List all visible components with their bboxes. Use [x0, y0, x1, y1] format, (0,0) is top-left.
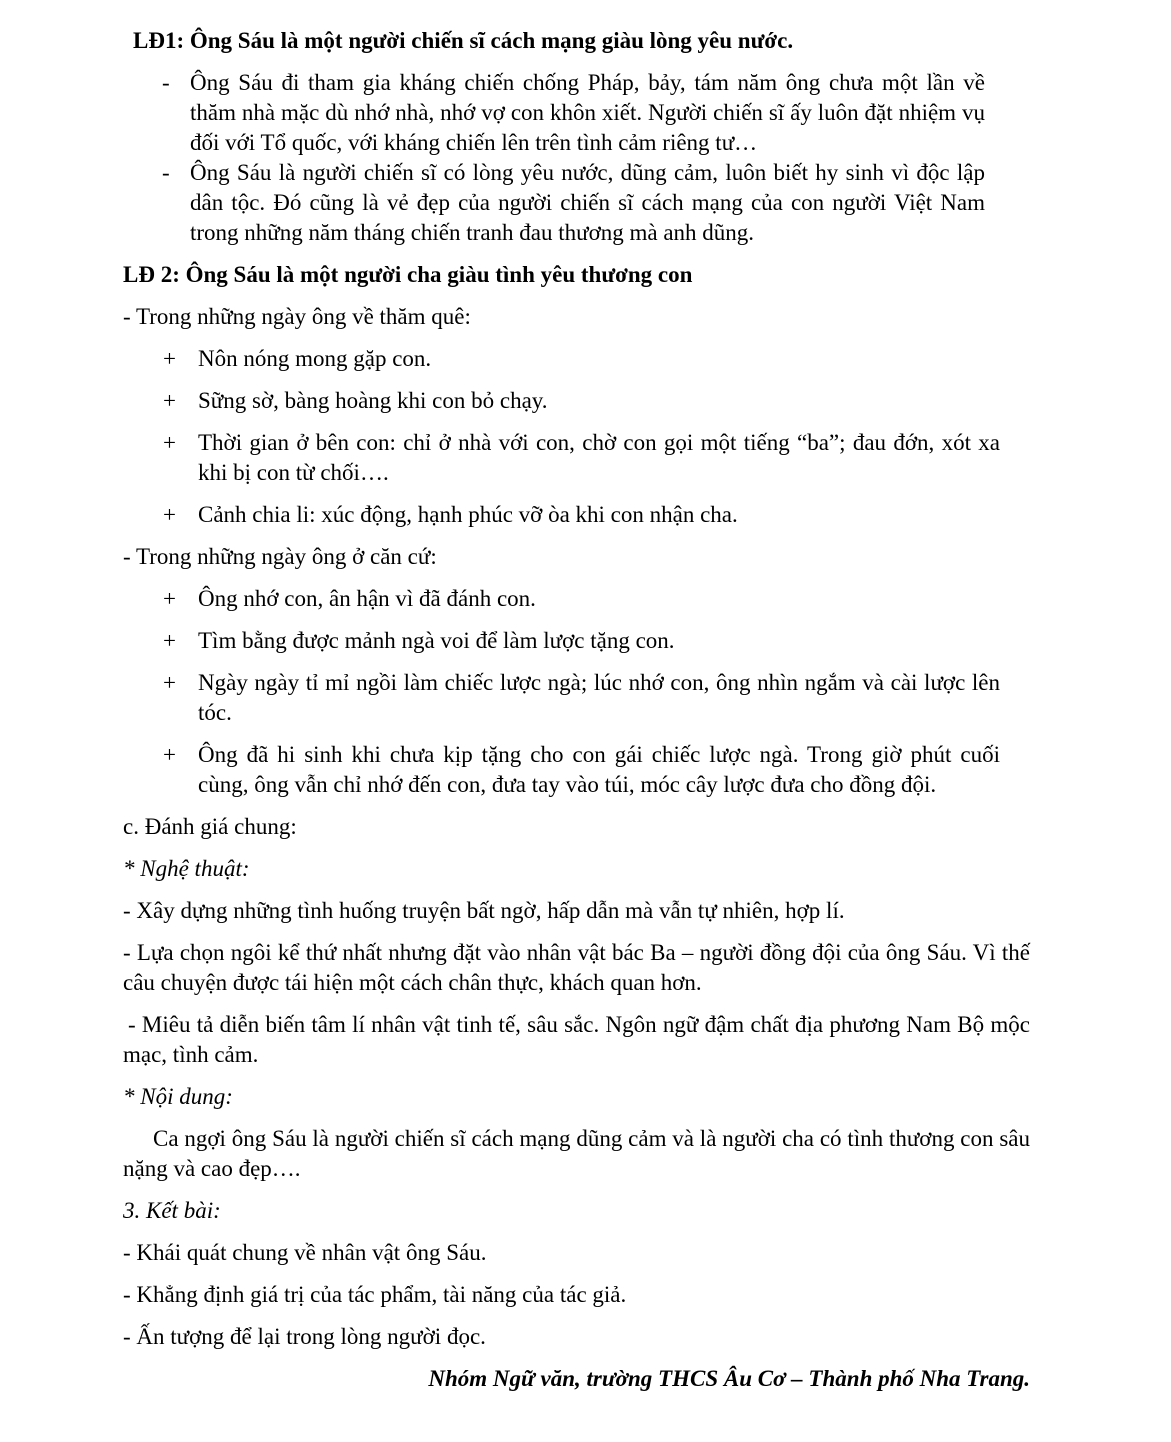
- list-item-text: Ông nhớ con, ân hận vì đã đánh con.: [198, 586, 536, 611]
- list-item: [123, 668, 1000, 728]
- plus-bullet: +: [163, 742, 176, 767]
- plus-bullet: +: [163, 430, 176, 455]
- content-heading: * Nội dung:: [123, 1084, 233, 1109]
- content-summary: Ca ngợi ông Sáu là người chiến sĩ cách mạng dũng cảm và là người cha có tình thương con sâu nặng và cao đẹp….: [123, 1126, 1030, 1181]
- art-point: - Xây dựng những tình huống truyện bất ngờ, hấp dẫn mà vẫn tự nhiên, hợp lí.: [123, 898, 845, 923]
- list-item: [123, 386, 1000, 416]
- author-credit: Nhóm Ngữ văn, trường THCS Âu Cơ – Thành phố Nha Trang.: [428, 1366, 1030, 1391]
- list-item: [123, 158, 985, 248]
- list-item-text: Cảnh chia li: xúc động, hạnh phúc vỡ òa khi con nhận cha.: [198, 502, 738, 527]
- plus-bullet: +: [163, 388, 176, 413]
- list-item: [123, 428, 1000, 488]
- conclusion-point: - Ấn tượng để lại trong lòng người đọc.: [123, 1324, 486, 1349]
- conclusion-point: - Khái quát chung về nhân vật ông Sáu.: [123, 1240, 487, 1265]
- base-camp-intro: - Trong những ngày ông ở căn cứ:: [123, 544, 437, 569]
- list-item-text: Ông Sáu đi tham gia kháng chiến chống Pháp, bảy, tám năm ông chưa một lần về thăm nhà mặc dù nhớ nhà, nhớ vợ con khôn xiết. Người chiến sĩ ấy luôn đặt nhiệm vụ đối với Tổ quốc, với kháng chiến lên trên tình cảm riêng tư…: [190, 70, 985, 155]
- list-item-text: Nôn nóng mong gặp con.: [198, 346, 432, 371]
- conclusion-heading: 3. Kết bài:: [123, 1198, 221, 1223]
- ld1-points-list: [123, 68, 1030, 248]
- art-heading: * Nghệ thuật:: [123, 856, 250, 881]
- list-item: [123, 626, 1000, 656]
- list-item-text: Ông đã hi sinh khi chưa kịp tặng cho con gái chiếc lược ngà. Trong giờ phút cuối cùng, ông vẫn chỉ nhớ đến con, đưa tay vào túi, móc cây lược đưa cho đồng đội.: [198, 742, 1000, 797]
- section-heading-ld1: LĐ1: Ông Sáu là một người chiến sĩ cách mạng giàu lòng yêu nước.: [133, 28, 794, 53]
- plus-bullet: +: [163, 346, 176, 371]
- list-item: [123, 584, 1000, 614]
- base-camp-points-list: [123, 584, 1030, 800]
- art-point: - Miêu tả diễn biến tâm lí nhân vật tinh tế, sâu sắc. Ngôn ngữ đậm chất địa phương Nam Bộ mộc mạc, tình cảm.: [123, 1012, 1030, 1067]
- list-item: [123, 68, 985, 158]
- dash-bullet: -: [162, 70, 170, 95]
- list-item-text: Ngày ngày tỉ mỉ ngồi làm chiếc lược ngà; lúc nhớ con, ông nhìn ngắm và cài lược lên tóc.: [198, 670, 1000, 725]
- list-item-text: Sững sờ, bàng hoàng khi con bỏ chạy.: [198, 388, 548, 413]
- dash-bullet: -: [162, 160, 170, 185]
- list-item-text: Tìm bằng được mảnh ngà voi để làm lược tặng con.: [198, 628, 675, 653]
- home-visit-points-list: [123, 344, 1030, 530]
- list-item: [123, 344, 1000, 374]
- plus-bullet: +: [163, 502, 176, 527]
- list-item: [123, 500, 1000, 530]
- art-point: - Lựa chọn ngôi kể thứ nhất nhưng đặt vào nhân vật bác Ba – người đồng đội của ông Sáu. Vì thế câu chuyện được tái hiện một cách chân thực, khách quan hơn.: [123, 940, 1030, 995]
- list-item: [123, 740, 1000, 800]
- list-item-text: Ông Sáu là người chiến sĩ có lòng yêu nước, dũng cảm, luôn biết hy sinh vì độc lập dân tộc. Đó cũng là vẻ đẹp của người chiến sĩ cách mạng của con người Việt Nam trong những năm tháng chiến tranh đau thương mà anh dũng.: [190, 160, 985, 245]
- evaluation-heading: c. Đánh giá chung:: [123, 814, 297, 839]
- conclusion-point: - Khẳng định giá trị của tác phẩm, tài năng của tác giả.: [123, 1282, 627, 1307]
- list-item-text: Thời gian ở bên con: chỉ ở nhà với con, chờ con gọi một tiếng “ba”; đau đớn, xót xa khi bị con từ chối….: [198, 430, 1000, 485]
- plus-bullet: +: [163, 628, 176, 653]
- plus-bullet: +: [163, 670, 176, 695]
- section-heading-ld2: LĐ 2: Ông Sáu là một người cha giàu tình yêu thương con: [123, 262, 693, 287]
- home-visit-intro: - Trong những ngày ông về thăm quê:: [123, 304, 471, 329]
- plus-bullet: +: [163, 586, 176, 611]
